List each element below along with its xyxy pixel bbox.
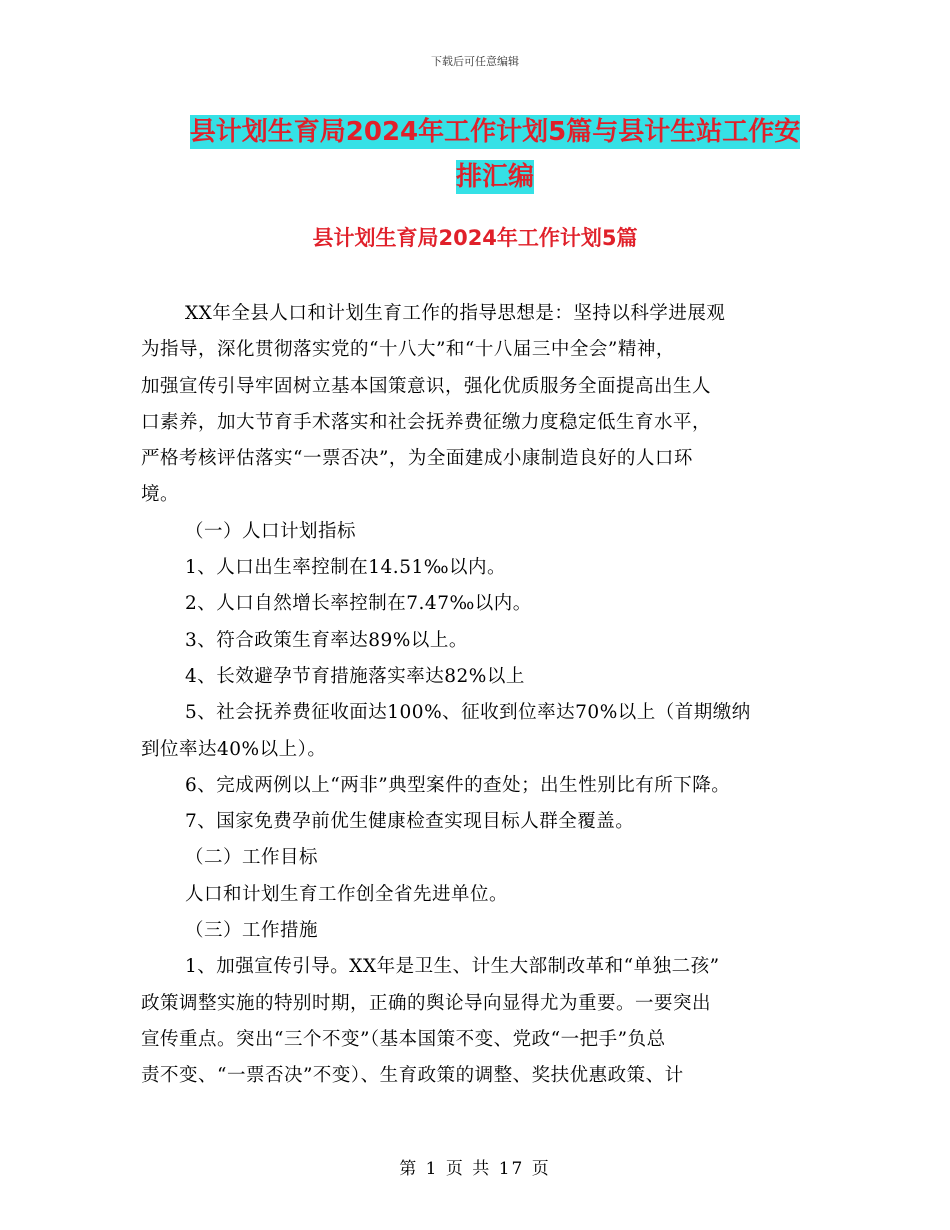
document-title-line-1: 县计划生育局2024年工作计划5篇与县计生站工作安 [189, 117, 801, 147]
paragraph-line: 政策调整实施的特别时期，正确的舆论导向显得尤为重要。一要突出 [141, 992, 712, 1014]
subheading-population-targets: （一）人口计划指标 [185, 520, 357, 542]
list-item: 1、人口出生率控制在14.51‰以内。 [185, 557, 507, 579]
document-title-line-2: 排汇编 [455, 162, 534, 192]
list-item: 2、人口自然增长率控制在7.47‰以内。 [185, 593, 532, 615]
paragraph-line: 口素养，加大节育手术落实和社会抚养费征缴力度稳定低生育水平， [141, 411, 712, 433]
list-item: 7、国家免费孕前优生健康检查实现目标人群全覆盖。 [185, 811, 635, 833]
paragraph-line: 责不变、“一票否决”不变）、生育政策的调整、奖扶优惠政策、计 [141, 1065, 684, 1087]
list-item: 3、符合政策生育率达89%以上。 [185, 629, 468, 651]
page-footer: 第 1 页 共 17 页 [399, 1159, 551, 1179]
subheading-work-measures: （三）工作措施 [185, 920, 319, 942]
list-item: 5、社会抚养费征收面达100%、征收到位率达70%以上（首期缴纳 [185, 702, 751, 724]
list-item: 6、完成两例以上“两非”典型案件的查处；出生性别比有所下降。 [185, 774, 731, 796]
list-item-continuation: 到位率达40%以上）。 [141, 738, 327, 760]
list-item: 4、长效避孕节育措施落实率达82%以上 [185, 665, 525, 687]
paragraph-line: 加强宣传引导牢固树立基本国策意识，强化优质服务全面提高出生人 [141, 375, 712, 397]
paragraph-line: 境。 [141, 484, 180, 506]
subheading-work-goals: （二）工作目标 [185, 847, 319, 869]
paragraph-line: XX年全县人口和计划生育工作的指导思想是：坚持以科学进展观 [185, 303, 726, 324]
paragraph-line: 严格考核评估落实“一票否决”，为全面建成小康制造良好的人口环 [141, 448, 693, 470]
body-text [141, 296, 831, 1095]
paragraph-line: 1、加强宣传引导。XX年是卫生、计生大部制改革和“单独二孩” [185, 956, 720, 978]
paragraph-line: 人口和计划生育工作创全省先进单位。 [185, 883, 509, 905]
header-note: 下载后可任意编辑 [431, 55, 519, 68]
paragraph-line: 为指导，深化贯彻落实党的“十八大”和“十八届三中全会”精神， [141, 339, 675, 361]
paragraph-line: 宣传重点。突出“三个不变”（基本国策不变、党政“一把手”负总 [141, 1028, 666, 1050]
document-title [140, 110, 850, 200]
section-title: 县计划生育局2024年工作计划5篇 [312, 226, 638, 250]
